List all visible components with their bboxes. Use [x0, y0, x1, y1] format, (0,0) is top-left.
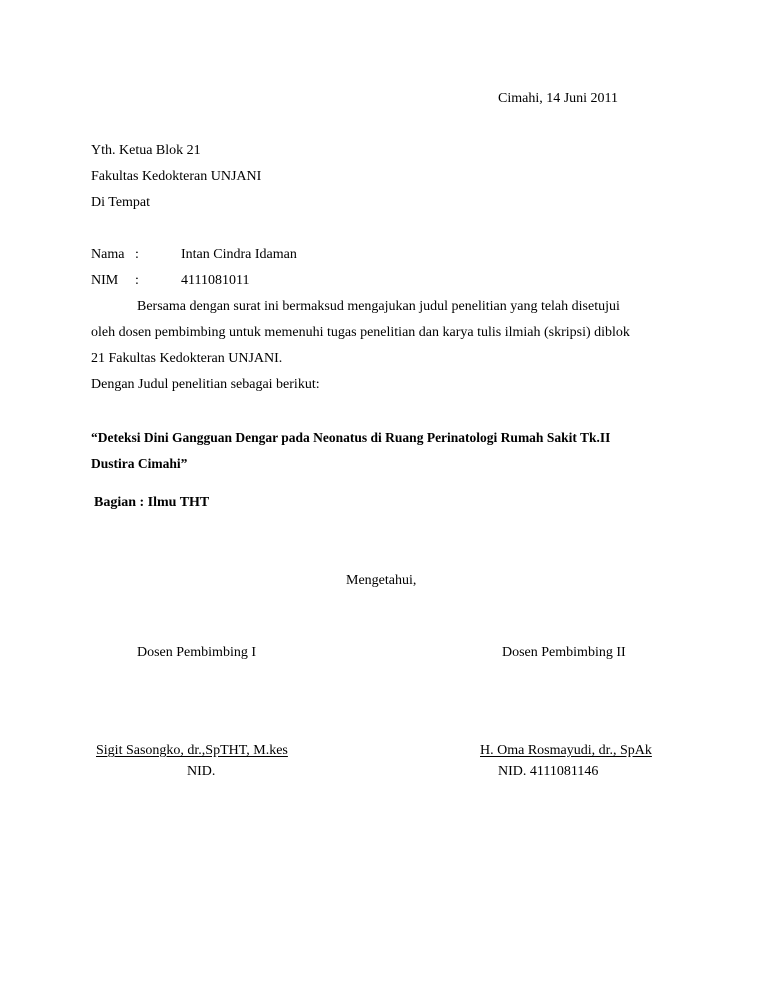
body-line-2: oleh dosen pembimbing untuk memenuhi tugas penelitian dan karya tulis ilmiah (skripsi) diblok — [91, 325, 630, 340]
body-line-1: Bersama dengan surat ini bermaksud mengajukan judul penelitian yang telah disetujui — [137, 299, 620, 314]
place-date: Cimahi, 14 Juni 2011 — [498, 91, 619, 106]
name-label: Nama — [91, 247, 125, 262]
name-value: Intan Cindra Idaman — [181, 247, 297, 262]
acknowledged-label: Mengetahui, — [346, 573, 417, 588]
supervisor-2-role: Dosen Pembimbing II — [502, 645, 626, 660]
nim-label: NIM — [91, 273, 119, 288]
recipient-line-3: Di Tempat — [91, 195, 151, 210]
supervisor-1-role: Dosen Pembimbing I — [137, 645, 256, 660]
research-title-line-1: “Deteksi Dini Gangguan Dengar pada Neonatus di Ruang Perinatologi Rumah Sakit Tk.II — [91, 430, 611, 445]
nim-value: 4111081011 — [181, 273, 250, 288]
nim-separator: : — [135, 273, 139, 288]
name-separator: : — [135, 247, 139, 262]
supervisor-1-name: Sigit Sasongko, dr.,SpTHT, M.kes — [96, 743, 288, 758]
supervisor-2-name: H. Oma Rosmayudi, dr., SpAk — [480, 743, 652, 758]
supervisor-1-nid: NID. — [187, 764, 216, 779]
recipient-line-1: Yth. Ketua Blok 21 — [91, 143, 201, 158]
body-line-3: 21 Fakultas Kedokteran UNJANI. — [91, 351, 283, 366]
recipient-line-2: Fakultas Kedokteran UNJANI — [91, 169, 262, 184]
body-line-4: Dengan Judul penelitian sebagai berikut: — [91, 377, 320, 392]
supervisor-2-nid: NID. 4111081146 — [498, 764, 599, 779]
department: Bagian : Ilmu THT — [94, 495, 210, 510]
research-title-line-2: Dustira Cimahi” — [91, 456, 188, 471]
